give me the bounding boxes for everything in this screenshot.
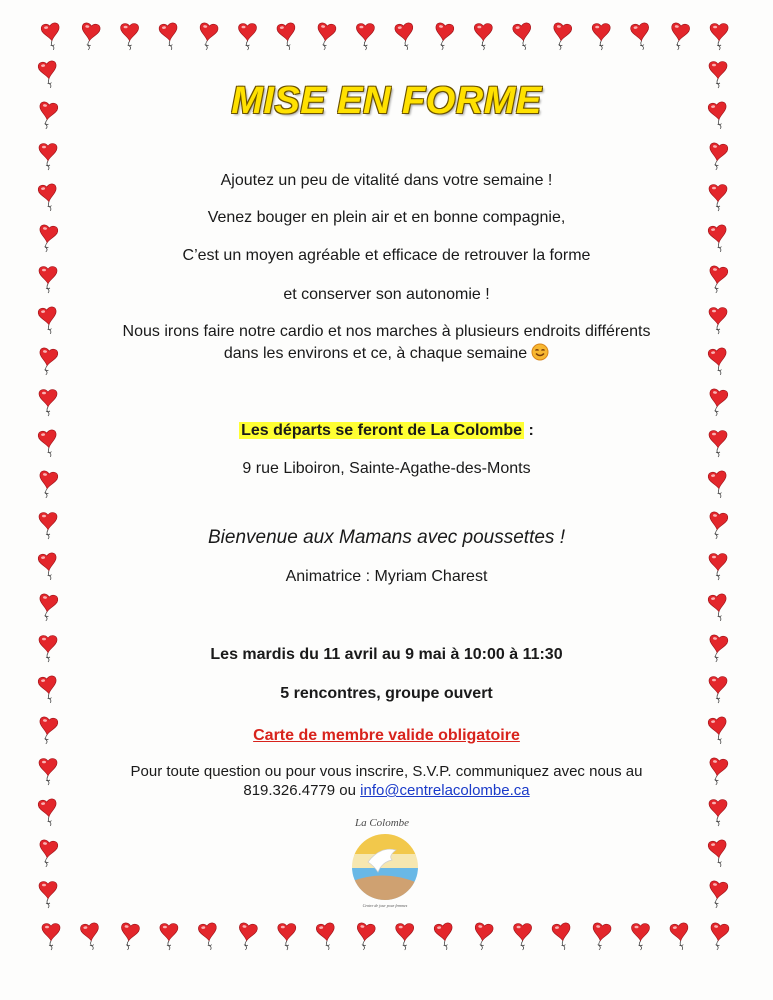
- heart-balloon-icon: [37, 839, 59, 868]
- heart-balloon-icon: [160, 924, 178, 950]
- departure-label: Les départs se feront de La Colombe: [241, 422, 523, 439]
- heart-balloon-icon: [592, 24, 610, 50]
- heart-balloon-icon: [514, 924, 532, 950]
- heart-balloon-icon: [707, 880, 729, 909]
- email-link[interactable]: info@centrelacolombe.ca: [360, 782, 530, 799]
- logo-name: La Colombe: [354, 817, 410, 829]
- heart-balloon-icon: [38, 798, 60, 827]
- heart-balloon-icon: [512, 22, 534, 51]
- heart-balloon-icon: [79, 22, 101, 51]
- heart-balloon-icon: [707, 142, 729, 171]
- welcome-text: Bienvenue aux Mamans avec poussettes !: [208, 527, 565, 548]
- departure-address: 9 rue Liboiron, Sainte-Agathe-des-Monts: [242, 460, 531, 477]
- heart-balloon-icon: [396, 924, 414, 950]
- heart-balloon-icon: [239, 24, 257, 50]
- heart-balloon-icon: [316, 922, 338, 951]
- heart-balloon-icon: [80, 922, 102, 951]
- heart-balloon-icon: [121, 24, 139, 50]
- heart-balloon-icon: [434, 922, 456, 951]
- heart-balloon-icon: [708, 839, 730, 868]
- contact-line-1: Pour toute question ou pour vous inscrire, S.V.P. communiquez avec nous au: [130, 763, 643, 780]
- page-title: MISE EN FORME: [231, 80, 542, 122]
- schedule-dates: Les mardis du 11 avril au 9 mai à 10:00 à 11:30: [210, 646, 563, 663]
- heart-balloon-icon: [669, 22, 691, 51]
- heart-balloon-icon: [708, 922, 730, 951]
- heart-balloon-icon: [474, 24, 492, 50]
- heart-balloon-icon: [39, 882, 57, 908]
- heart-balloon-icon: [590, 922, 612, 951]
- heart-balloon-icon: [394, 22, 416, 51]
- heart-balloon-icon: [41, 22, 63, 51]
- heart-balloon-icon: [37, 593, 59, 622]
- heart-balloon-icon: [708, 593, 730, 622]
- intro-line-2: Venez bouger en plein air et en bonne compagnie,: [207, 209, 566, 226]
- heart-balloon-icon: [278, 924, 296, 950]
- heart-balloon-icon: [433, 22, 455, 51]
- heart-balloon-icon: [42, 924, 60, 950]
- heart-balloon-icon: [707, 388, 729, 417]
- smiley-icon: [531, 343, 549, 361]
- heart-balloon-icon: [315, 22, 337, 51]
- intro-line-6: dans les environs et ce, à chaque semaine: [223, 345, 528, 362]
- intro-line-5: Nous irons faire notre cardio et nos marches à plusieurs endroits différents: [122, 323, 651, 340]
- heart-balloon-icon: [236, 922, 258, 951]
- heart-balloon-icon: [669, 922, 691, 951]
- logo-tagline: Centre de jour pour femmes: [362, 903, 408, 908]
- intro-line-6-wrap: [0, 343, 773, 365]
- heart-balloon-icon: [472, 922, 494, 951]
- heart-balloon-icon: [39, 390, 57, 416]
- la-colombe-logo: [340, 812, 430, 912]
- heart-balloon-icon: [354, 922, 376, 951]
- heart-balloon-icon: [39, 144, 57, 170]
- heart-balloon-icon: [709, 800, 727, 826]
- heart-balloon-icon: [710, 24, 728, 50]
- heart-balloon-icon: [118, 922, 140, 951]
- heart-balloon-icon: [630, 22, 652, 51]
- departure-colon: :: [524, 422, 534, 439]
- contact-line-2: [0, 780, 773, 802]
- heart-balloon-icon: [356, 24, 374, 50]
- heart-balloon-icon: [198, 922, 220, 951]
- heart-balloon-icon: [552, 922, 574, 951]
- heart-balloon-icon: [551, 22, 573, 51]
- intro-line-1: Ajoutez un peu de vitalité dans votre semaine !: [220, 172, 553, 189]
- departure-heading: [0, 420, 773, 442]
- heart-balloon-icon: [632, 924, 650, 950]
- membership-requirement: Carte de membre valide obligatoire: [253, 727, 520, 744]
- contact-phone: 819.326.4779 ou: [243, 782, 361, 799]
- intro-line-4: et conserver son autonomie !: [283, 286, 490, 303]
- animator-text: Animatrice : Myriam Charest: [285, 568, 488, 585]
- schedule-meetings: 5 rencontres, groupe ouvert: [280, 685, 493, 702]
- heart-balloon-icon: [197, 22, 219, 51]
- intro-line-3: C’est un moyen agréable et efficace de retrouver la forme: [182, 247, 591, 264]
- heart-balloon-icon: [159, 22, 181, 51]
- heart-balloon-icon: [276, 22, 298, 51]
